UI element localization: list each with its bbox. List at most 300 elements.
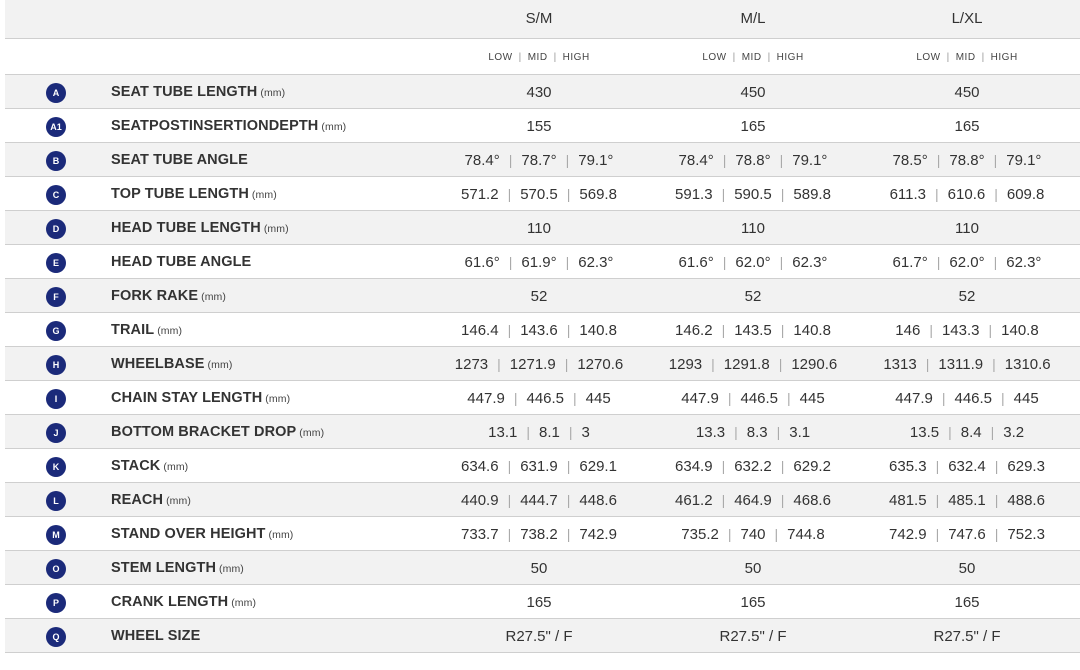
measurement-unit: (mm) (268, 529, 294, 541)
value-cell (860, 449, 1074, 483)
measurement-badge: L (46, 491, 66, 511)
value: 461.2 (675, 491, 713, 509)
value-cell (646, 279, 860, 313)
value: 62.3° (1006, 253, 1042, 271)
value-cell (432, 619, 646, 653)
divider: | (526, 424, 530, 440)
value: 1271.9 (509, 355, 556, 373)
size-column-header: S/M (525, 10, 553, 27)
measurement-name (111, 211, 289, 245)
measurement-name (111, 177, 277, 211)
measurement-badge: O (46, 559, 66, 579)
measurement-badge: P (46, 593, 66, 613)
value: 79.1° (792, 151, 828, 169)
value: 61.6° (464, 253, 500, 271)
divider: | (779, 152, 784, 168)
value: 13.5 (909, 423, 940, 441)
measurement-unit: (mm) (231, 597, 257, 609)
value-cell (860, 517, 1074, 551)
position-label: HIGH (776, 51, 804, 63)
value: 447.9 (681, 389, 719, 407)
value: 140.8 (793, 321, 831, 339)
divider: | (993, 152, 998, 168)
value: 733.7 (461, 525, 499, 543)
value: 468.6 (793, 491, 831, 509)
measurement-name (111, 483, 191, 517)
measurement-unit: (mm) (219, 563, 244, 575)
position-label: LOW (702, 51, 727, 63)
divider: | (566, 492, 571, 508)
measurement-label: BOTTOM BRACKET DROP (111, 424, 297, 440)
value-cell (432, 551, 646, 585)
divider: | (721, 458, 726, 474)
value: 446.5 (740, 389, 779, 407)
measurement-label: STAND OVER HEIGHT (111, 526, 266, 542)
value: 430 (526, 83, 552, 101)
value-cell (432, 313, 646, 347)
value: 444.7 (520, 491, 558, 509)
divider: | (722, 254, 727, 270)
value: 569.8 (579, 185, 617, 203)
value-cell (432, 143, 646, 177)
value: 13.1 (488, 423, 518, 441)
value: 1313 (883, 355, 917, 373)
measurement-badge: J (46, 423, 66, 443)
value: 62.3° (578, 253, 614, 271)
value: 155 (526, 117, 552, 135)
value-cell (432, 449, 646, 483)
measurement-unit: (mm) (201, 291, 226, 303)
value: 78.8° (735, 151, 771, 169)
measurement-badge: B (46, 151, 66, 171)
measurement-name (111, 313, 182, 347)
value: R27.5" / F (933, 627, 1001, 645)
measurement-unit: (mm) (263, 223, 289, 235)
value-cell (860, 483, 1074, 517)
value: 464.9 (734, 491, 772, 509)
value: 8.3 (746, 423, 768, 441)
divider: | (513, 390, 518, 406)
geometry-table (5, 0, 1080, 653)
measurement-name (111, 279, 226, 313)
divider: | (507, 458, 512, 474)
divider: | (935, 526, 940, 542)
divider: | (727, 526, 732, 542)
measurement-badge: Q (46, 627, 66, 647)
divider: | (568, 424, 573, 440)
value-cell (860, 211, 1074, 245)
value-cell (432, 75, 646, 109)
divider: | (994, 186, 998, 202)
divider: | (732, 51, 736, 63)
value: 50 (530, 559, 548, 577)
divider: | (711, 356, 715, 372)
value: 50 (744, 559, 762, 577)
value: 740 (740, 525, 766, 543)
measurement-label: WHEELBASE (111, 356, 205, 372)
divider: | (1001, 390, 1005, 406)
table-row (5, 448, 1080, 482)
value: 634.6 (461, 457, 499, 475)
value: 110 (741, 219, 765, 237)
measurement-unit: (mm) (166, 495, 191, 507)
value-cell (432, 109, 646, 143)
value: 445 (585, 389, 611, 407)
value-cell (860, 143, 1074, 177)
position-label: LOW (488, 51, 513, 63)
measurement-unit: (mm) (265, 393, 291, 405)
value: 1293 (668, 355, 703, 373)
value: 52 (744, 287, 762, 305)
divider: | (935, 186, 939, 202)
measurement-label: CHAIN STAY LENGTH (111, 390, 263, 406)
value: 62.0° (949, 253, 985, 271)
value-cell (646, 551, 860, 585)
measurement-name (111, 415, 324, 449)
measurement-label: WHEEL SIZE (111, 628, 201, 644)
measurement-unit: (mm) (157, 325, 183, 337)
divider: | (566, 322, 571, 338)
table-row (5, 312, 1080, 346)
measurement-label: STEM LENGTH (111, 560, 217, 576)
value: 78.8° (949, 151, 985, 169)
value: 591.3 (675, 185, 713, 203)
measurement-badge: H (46, 355, 66, 375)
value-cell (646, 449, 860, 483)
divider: | (787, 390, 791, 406)
value: 110 (527, 219, 551, 237)
measurement-name (111, 449, 188, 483)
position-header-group (432, 39, 646, 75)
divider: | (721, 186, 726, 202)
measurement-name (111, 75, 285, 109)
value: 448.6 (579, 491, 617, 509)
value: 165 (740, 593, 766, 611)
value: 110 (955, 219, 979, 237)
divider: | (994, 492, 999, 508)
position-label: MID (527, 51, 548, 63)
measurement-name (111, 551, 244, 585)
value-cell (646, 347, 860, 381)
measurement-label: SEAT TUBE LENGTH (111, 84, 258, 100)
size-column-header: M/L (740, 10, 766, 27)
value: 447.9 (467, 389, 505, 407)
value: 742.9 (889, 525, 927, 543)
divider: | (564, 356, 569, 372)
divider: | (566, 186, 571, 202)
measurement-badge: A1 (46, 117, 66, 137)
value: 143.6 (520, 321, 558, 339)
divider: | (507, 186, 512, 202)
divider: | (573, 390, 577, 406)
measurement-badge: A (46, 83, 66, 103)
table-row (5, 176, 1080, 210)
table-row (5, 550, 1080, 584)
value: 1270.6 (577, 355, 624, 373)
value: 450 (740, 83, 766, 101)
value-cell (646, 75, 860, 109)
value: 629.3 (1007, 457, 1045, 475)
divider: | (566, 526, 571, 542)
value: 1273 (454, 355, 489, 373)
value: 1290.6 (791, 355, 838, 373)
value: 571.2 (461, 185, 499, 203)
measurement-label: FORK RAKE (111, 288, 199, 304)
value: 146 (895, 321, 921, 339)
value: 747.6 (948, 525, 986, 543)
size-header-row (5, 0, 1080, 38)
table-row (5, 244, 1080, 278)
value: 611.3 (889, 185, 927, 203)
table-row (5, 210, 1080, 244)
divider: | (941, 390, 946, 406)
value: 61.9° (521, 253, 557, 271)
measurement-unit: (mm) (299, 427, 325, 439)
measurement-name (111, 619, 200, 653)
value: 447.9 (895, 389, 933, 407)
divider: | (780, 186, 785, 202)
table-row (5, 74, 1080, 108)
divider: | (780, 458, 785, 474)
value-cell (646, 109, 860, 143)
position-header-row (5, 38, 1080, 74)
measurement-badge: D (46, 219, 66, 239)
divider: | (946, 51, 950, 63)
value-cell (432, 585, 646, 619)
value-cell (646, 245, 860, 279)
divider: | (727, 390, 732, 406)
measurement-label: CRANK LENGTH (111, 594, 229, 610)
table-row (5, 584, 1080, 618)
value: 589.8 (793, 185, 831, 203)
measurement-name (111, 347, 232, 381)
value: 590.5 (734, 185, 772, 203)
value-cell (432, 483, 646, 517)
divider: | (507, 492, 512, 508)
measurement-label: STACK (111, 458, 161, 474)
divider: | (721, 492, 726, 508)
value: 61.6° (678, 253, 714, 271)
measurement-name (111, 585, 256, 619)
position-label: MID (955, 51, 976, 63)
value: 738.2 (520, 525, 558, 543)
measurement-label: HEAD TUBE ANGLE (111, 254, 252, 270)
value: 632.2 (734, 457, 772, 475)
value: 140.8 (579, 321, 617, 339)
value-cell (860, 381, 1074, 415)
table-row (5, 108, 1080, 142)
divider: | (990, 424, 995, 440)
value-cell (646, 619, 860, 653)
value: 62.3° (792, 253, 828, 271)
divider: | (497, 356, 501, 372)
value-cell (432, 381, 646, 415)
value: 629.2 (793, 457, 831, 475)
divider: | (518, 51, 522, 63)
divider: | (565, 152, 570, 168)
table-row (5, 414, 1080, 448)
value-cell (646, 483, 860, 517)
value: 78.7° (521, 151, 557, 169)
value-cell (646, 313, 860, 347)
value: 735.2 (681, 525, 719, 543)
value: 146.4 (461, 321, 499, 339)
divider: | (507, 322, 512, 338)
value: 3.1 (789, 423, 811, 441)
divider: | (774, 526, 779, 542)
divider: | (929, 322, 933, 338)
value: 79.1° (1006, 151, 1042, 169)
measurement-badge: I (46, 389, 66, 409)
value: 165 (740, 117, 766, 135)
value: 143.3 (941, 321, 980, 339)
value: 1310.6 (1004, 355, 1051, 373)
value: 165 (526, 593, 552, 611)
value: 446.5 (954, 389, 993, 407)
value: 79.1° (578, 151, 614, 169)
value: 3.2 (1003, 423, 1025, 441)
value: 570.5 (520, 185, 558, 203)
position-label: HIGH (562, 51, 590, 63)
divider: | (993, 254, 998, 270)
position-label: HIGH (990, 51, 1018, 63)
divider: | (553, 51, 557, 63)
table-row (5, 618, 1080, 652)
value: 13.3 (695, 423, 726, 441)
value-cell (646, 517, 860, 551)
value: 445 (799, 389, 825, 407)
divider: | (776, 424, 781, 440)
value: 485.1 (948, 491, 986, 509)
value-cell (860, 551, 1074, 585)
measurement-label: SEAT TUBE ANGLE (111, 152, 248, 168)
value: R27.5" / F (505, 627, 573, 645)
value: 146.2 (675, 321, 713, 339)
value-cell (432, 245, 646, 279)
value-cell (646, 415, 860, 449)
position-header-group (860, 39, 1074, 75)
value: 78.5° (892, 151, 928, 169)
measurement-badge: K (46, 457, 66, 477)
measurement-unit: (mm) (207, 359, 233, 371)
table-row (5, 142, 1080, 176)
value-cell (860, 313, 1074, 347)
value-cell (432, 177, 646, 211)
measurement-badge: G (46, 321, 66, 341)
value: 445 (1013, 389, 1039, 407)
value-cell (860, 415, 1074, 449)
divider: | (992, 356, 996, 372)
divider: | (779, 254, 784, 270)
value: 140.8 (1001, 321, 1039, 339)
measurement-name (111, 245, 251, 279)
value: 632.4 (948, 457, 986, 475)
table-row (5, 278, 1080, 312)
table-row (5, 482, 1080, 516)
value: 143.5 (734, 321, 772, 339)
position-header-group (646, 39, 860, 75)
divider: | (508, 254, 513, 270)
value-cell (860, 245, 1074, 279)
measurement-label: HEAD TUBE LENGTH (111, 220, 261, 236)
value: 52 (530, 287, 548, 305)
value: 78.4° (678, 151, 714, 169)
divider: | (935, 458, 940, 474)
measurement-label: SEATPOSTINSERTIONDEPTH (111, 118, 319, 134)
divider: | (767, 51, 771, 63)
value: 8.1 (539, 423, 560, 441)
divider: | (936, 152, 941, 168)
measurement-unit: (mm) (163, 461, 189, 473)
measurement-label: REACH (111, 492, 164, 508)
measurement-unit: (mm) (321, 121, 347, 133)
value: 446.5 (526, 389, 565, 407)
divider: | (508, 152, 513, 168)
divider: | (948, 424, 952, 440)
value: 752.3 (1007, 525, 1045, 543)
value: 165 (954, 117, 980, 135)
value: 629.1 (579, 457, 617, 475)
value: 50 (958, 559, 976, 577)
divider: | (721, 322, 726, 338)
table-row (5, 380, 1080, 414)
value-cell (860, 109, 1074, 143)
value: 481.5 (889, 491, 927, 509)
value: 62.0° (735, 253, 771, 271)
value: 450 (954, 83, 980, 101)
value: R27.5" / F (719, 627, 787, 645)
divider: | (507, 526, 512, 542)
value-cell (860, 347, 1074, 381)
value: 635.3 (889, 457, 927, 475)
measurement-unit: (mm) (251, 189, 277, 201)
value-cell (432, 415, 646, 449)
divider: | (935, 492, 940, 508)
value: 609.8 (1006, 185, 1045, 203)
divider: | (925, 356, 930, 372)
divider: | (994, 458, 999, 474)
divider: | (994, 526, 999, 542)
measurement-label: TRAIL (111, 322, 155, 338)
value-cell (860, 75, 1074, 109)
measurement-badge: C (46, 185, 66, 205)
measurement-badge: F (46, 287, 66, 307)
size-column-header: L/XL (951, 10, 983, 27)
position-label: LOW (916, 51, 941, 63)
value: 78.4° (464, 151, 500, 169)
value-cell (432, 211, 646, 245)
position-label: MID (741, 51, 762, 63)
measurement-name (111, 109, 346, 143)
value-cell (860, 619, 1074, 653)
value-cell (646, 143, 860, 177)
measurement-name (111, 517, 293, 551)
value: 742.9 (579, 525, 617, 543)
value: 61.7° (892, 253, 928, 271)
value-cell (646, 585, 860, 619)
divider: | (988, 322, 993, 338)
divider: | (936, 254, 941, 270)
value-cell (860, 177, 1074, 211)
divider: | (981, 51, 985, 63)
value-cell (646, 177, 860, 211)
value: 634.9 (675, 457, 713, 475)
divider: | (565, 254, 570, 270)
table-row (5, 516, 1080, 550)
divider: | (722, 152, 727, 168)
value-cell (860, 585, 1074, 619)
measurement-badge: E (46, 253, 66, 273)
